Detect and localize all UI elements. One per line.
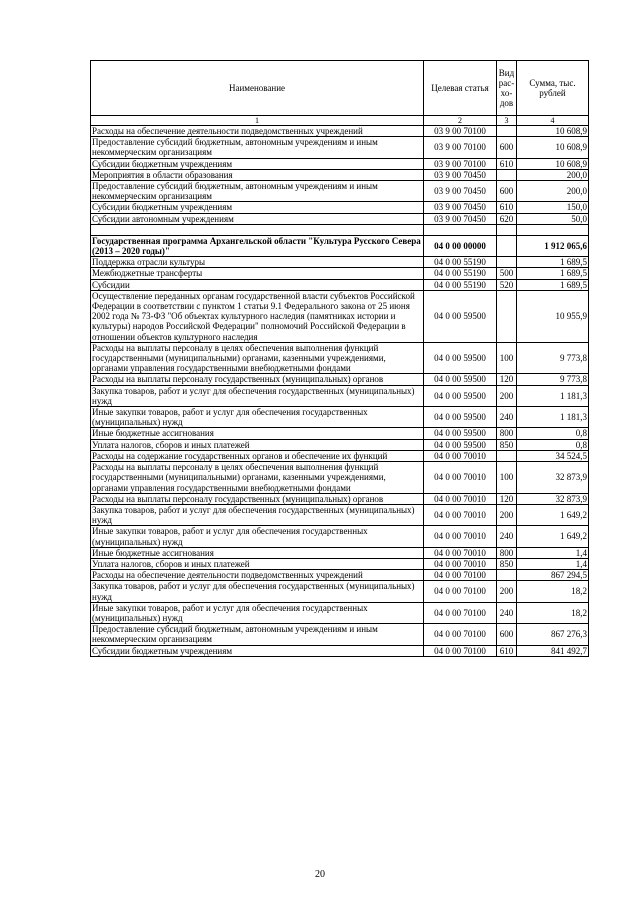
table-row — [91, 169, 589, 180]
table-row — [91, 213, 589, 224]
cell-expense-type — [497, 570, 517, 581]
table-row — [91, 126, 589, 137]
table-row — [91, 202, 589, 213]
cell-name: Иные бюджетные ассигнования — [91, 428, 424, 439]
cell-expense-type: 200 — [497, 385, 517, 406]
cell-amount: 1 689,5 — [517, 257, 589, 268]
cell-expense-type: 850 — [497, 439, 517, 450]
cell-target-article: 04 0 00 70100 — [424, 570, 497, 581]
cell-amount: 18,2 — [517, 581, 589, 602]
cell-name: Субсидии бюджетным учреждениям — [91, 158, 424, 169]
cell-amount: 10 955,9 — [517, 290, 589, 342]
cell-target-article: 04 0 00 59500 — [424, 407, 497, 428]
budget-sheet — [90, 60, 588, 657]
table-header-row — [91, 61, 589, 116]
cell-amount: 867 276,3 — [517, 624, 589, 645]
table-row — [91, 407, 589, 428]
cell-name: Закупка товаров, работ и услуг для обеспечения государственных (муниципальных) нужд — [91, 581, 424, 602]
cell-amount: 10 608,9 — [517, 137, 589, 158]
cell-amount: 50,0 — [517, 213, 589, 224]
table-row — [91, 462, 589, 494]
spacer-cell — [497, 224, 517, 235]
cell-name: Осуществление переданных органам государственной власти субъектов Российской Федерации в соответствии с пунктом 1 статьи 9.1 Федерального закона от 25 июня 2002 года № 73-ФЗ "Об объектах культурного наследия (памятниках истории и культуры) народов Российской Федерации" полномочий Российской Федерации в отношении объектов культурного наследия — [91, 290, 424, 342]
column-number-4: 4 — [517, 116, 589, 126]
cell-amount: 200,0 — [517, 169, 589, 180]
cell-amount: 841 492,7 — [517, 645, 589, 656]
cell-target-article: 03 9 00 70450 — [424, 213, 497, 224]
cell-target-article: 04 0 00 70010 — [424, 493, 497, 504]
cell-target-article: 04 0 00 70100 — [424, 624, 497, 645]
cell-amount: 150,0 — [517, 202, 589, 213]
cell-name: Расходы на выплаты персоналу государственных (муниципальных) органов — [91, 374, 424, 385]
cell-name: Субсидии — [91, 279, 424, 290]
cell-name: Иные бюджетные ассигнования — [91, 547, 424, 558]
table-row — [91, 602, 589, 623]
table-row — [91, 581, 589, 602]
cell-target-article: 04 0 00 70010 — [424, 558, 497, 569]
cell-name: Уплата налогов, сборов и иных платежей — [91, 439, 424, 450]
cell-name: Межбюджетные трансферты — [91, 268, 424, 279]
cell-target-article: 04 0 00 55190 — [424, 268, 497, 279]
cell-amount: 32 873,9 — [517, 462, 589, 494]
table-row — [91, 526, 589, 547]
cell-name: Расходы на выплаты персоналу в целях обеспечения выполнения функций государственными (муниципальными) органами, казенными учреждениями, органами управления государственными внебюджетными фондами — [91, 462, 424, 494]
cell-amount: 10 608,9 — [517, 158, 589, 169]
cell-amount: 1 181,3 — [517, 407, 589, 428]
cell-name: Закупка товаров, работ и услуг для обеспечения государственных (муниципальных) нужд — [91, 504, 424, 525]
cell-target-article: 04 0 00 59500 — [424, 374, 497, 385]
cell-expense-type — [497, 450, 517, 461]
header-target-article: Целевая статья — [424, 61, 497, 116]
header-amount: Сумма, тыс. рублей — [517, 61, 589, 116]
table-row — [91, 268, 589, 279]
cell-amount: 1 912 065,6 — [517, 235, 589, 256]
cell-amount: 1 649,2 — [517, 526, 589, 547]
cell-expense-type: 610 — [497, 645, 517, 656]
cell-name: Субсидии автономным учреждениям — [91, 213, 424, 224]
cell-target-article: 03 9 00 70100 — [424, 137, 497, 158]
table-row — [91, 342, 589, 374]
table-row — [91, 439, 589, 450]
cell-amount: 1 649,2 — [517, 504, 589, 525]
table-row — [91, 570, 589, 581]
table-row — [91, 645, 589, 656]
cell-target-article: 04 0 00 59500 — [424, 439, 497, 450]
cell-expense-type: 120 — [497, 493, 517, 504]
table-row — [91, 428, 589, 439]
cell-amount: 9 773,8 — [517, 374, 589, 385]
column-number-1: 1 — [91, 116, 424, 126]
cell-expense-type: 200 — [497, 581, 517, 602]
cell-name: Предоставление субсидий бюджетным, автономным учреждениям и иным некоммерческим организациям — [91, 624, 424, 645]
cell-amount: 10 608,9 — [517, 126, 589, 137]
cell-expense-type: 200 — [497, 504, 517, 525]
cell-amount: 1 689,5 — [517, 279, 589, 290]
cell-expense-type: 600 — [497, 181, 517, 202]
spacer-cell — [424, 224, 497, 235]
cell-name: Уплата налогов, сборов и иных платежей — [91, 558, 424, 569]
cell-target-article: 04 0 00 70010 — [424, 547, 497, 558]
cell-amount: 9 773,8 — [517, 342, 589, 374]
cell-expense-type: 610 — [497, 158, 517, 169]
cell-amount: 0,8 — [517, 439, 589, 450]
cell-amount: 1 181,3 — [517, 385, 589, 406]
cell-amount: 1,4 — [517, 547, 589, 558]
cell-target-article: 03 9 00 70100 — [424, 158, 497, 169]
cell-name: Расходы на выплаты персоналу государственных (муниципальных) органов — [91, 493, 424, 504]
cell-amount: 0,8 — [517, 428, 589, 439]
table-row — [91, 558, 589, 569]
cell-expense-type: 610 — [497, 202, 517, 213]
table-row — [91, 493, 589, 504]
spacer-row — [91, 224, 589, 235]
table-row — [91, 279, 589, 290]
cell-target-article: 03 9 00 70450 — [424, 169, 497, 180]
cell-expense-type: 600 — [497, 624, 517, 645]
cell-expense-type: 240 — [497, 526, 517, 547]
cell-target-article: 04 0 00 70010 — [424, 462, 497, 494]
cell-expense-type — [497, 257, 517, 268]
cell-expense-type: 620 — [497, 213, 517, 224]
cell-target-article: 03 9 00 70450 — [424, 202, 497, 213]
cell-amount: 867 294,5 — [517, 570, 589, 581]
cell-name: Расходы на обеспечение деятельности подведомственных учреждений — [91, 126, 424, 137]
budget-table-body — [91, 126, 589, 657]
cell-target-article: 04 0 00 70100 — [424, 602, 497, 623]
page-number: 20 — [315, 869, 325, 880]
cell-name: Поддержка отрасли культуры — [91, 257, 424, 268]
table-row — [91, 290, 589, 342]
cell-target-article: 04 0 00 00000 — [424, 235, 497, 256]
budget-table — [90, 60, 589, 657]
cell-amount: 200,0 — [517, 181, 589, 202]
spacer-cell — [517, 224, 589, 235]
table-row — [91, 504, 589, 525]
program-header-row — [91, 235, 589, 256]
cell-target-article: 04 0 00 59500 — [424, 342, 497, 374]
cell-name: Расходы на выплаты персоналу в целях обеспечения выполнения функций государственными (муниципальными) органами, казенными учреждениями, органами управления государственными внебюджетными фондами — [91, 342, 424, 374]
table-row — [91, 137, 589, 158]
cell-name: Иные закупки товаров, работ и услуг для обеспечения государственных (муниципальных) нужд — [91, 602, 424, 623]
cell-amount: 1 689,5 — [517, 268, 589, 279]
table-row — [91, 547, 589, 558]
cell-name: Государственная программа Архангельской области "Культура Русского Севера (2013 – 2020 годы)" — [91, 235, 424, 256]
cell-target-article: 04 0 00 59500 — [424, 290, 497, 342]
cell-name: Расходы на обеспечение деятельности подведомственных учреждений — [91, 570, 424, 581]
table-row — [91, 257, 589, 268]
cell-expense-type — [497, 290, 517, 342]
cell-target-article: 04 0 00 59500 — [424, 385, 497, 406]
cell-target-article: 04 0 00 55190 — [424, 279, 497, 290]
cell-target-article: 04 0 00 55190 — [424, 257, 497, 268]
cell-name: Субсидии бюджетным учреждениям — [91, 202, 424, 213]
cell-amount: 1,4 — [517, 558, 589, 569]
cell-name: Иные закупки товаров, работ и услуг для обеспечения государственных (муниципальных) нужд — [91, 407, 424, 428]
cell-expense-type: 520 — [497, 279, 517, 290]
cell-expense-type: 600 — [497, 137, 517, 158]
cell-name: Мероприятия в области образования — [91, 169, 424, 180]
cell-expense-type: 120 — [497, 374, 517, 385]
cell-amount: 34 524,5 — [517, 450, 589, 461]
cell-expense-type: 800 — [497, 547, 517, 558]
cell-amount: 32 873,9 — [517, 493, 589, 504]
table-row — [91, 374, 589, 385]
cell-target-article: 04 0 00 70010 — [424, 504, 497, 525]
cell-expense-type — [497, 126, 517, 137]
cell-expense-type: 800 — [497, 428, 517, 439]
header-name: Наименование — [91, 61, 424, 116]
cell-expense-type: 100 — [497, 342, 517, 374]
cell-target-article: 04 0 00 70100 — [424, 645, 497, 656]
cell-amount: 18,2 — [517, 602, 589, 623]
cell-expense-type: 240 — [497, 602, 517, 623]
cell-target-article: 04 0 00 70010 — [424, 526, 497, 547]
cell-name: Субсидии бюджетным учреждениям — [91, 645, 424, 656]
column-number-2: 2 — [424, 116, 497, 126]
cell-name: Закупка товаров, работ и услуг для обеспечения государственных (муниципальных) нужд — [91, 385, 424, 406]
cell-expense-type — [497, 235, 517, 256]
cell-target-article: 04 0 00 70100 — [424, 581, 497, 602]
cell-target-article: 04 0 00 59500 — [424, 428, 497, 439]
spacer-cell — [91, 224, 424, 235]
column-number-row — [91, 116, 589, 126]
header-expense-type: Вид рас- хо- дов — [497, 61, 517, 116]
cell-name: Иные закупки товаров, работ и услуг для обеспечения государственных (муниципальных) нужд — [91, 526, 424, 547]
cell-name: Предоставление субсидий бюджетным, автономным учреждениям и иным некоммерческим организациям — [91, 137, 424, 158]
cell-target-article: 03 9 00 70100 — [424, 126, 497, 137]
cell-expense-type: 500 — [497, 268, 517, 279]
cell-target-article: 03 9 00 70450 — [424, 181, 497, 202]
cell-target-article: 04 0 00 70010 — [424, 450, 497, 461]
table-row — [91, 181, 589, 202]
cell-expense-type: 240 — [497, 407, 517, 428]
cell-name: Предоставление субсидий бюджетным, автономным учреждениям и иным некоммерческим организациям — [91, 181, 424, 202]
table-row — [91, 158, 589, 169]
table-row — [91, 450, 589, 461]
table-row — [91, 624, 589, 645]
column-number-3: 3 — [497, 116, 517, 126]
cell-expense-type: 850 — [497, 558, 517, 569]
cell-name: Расходы на содержание государственных органов и обеспечение их функций — [91, 450, 424, 461]
cell-expense-type — [497, 169, 517, 180]
cell-expense-type: 100 — [497, 462, 517, 494]
table-row — [91, 385, 589, 406]
